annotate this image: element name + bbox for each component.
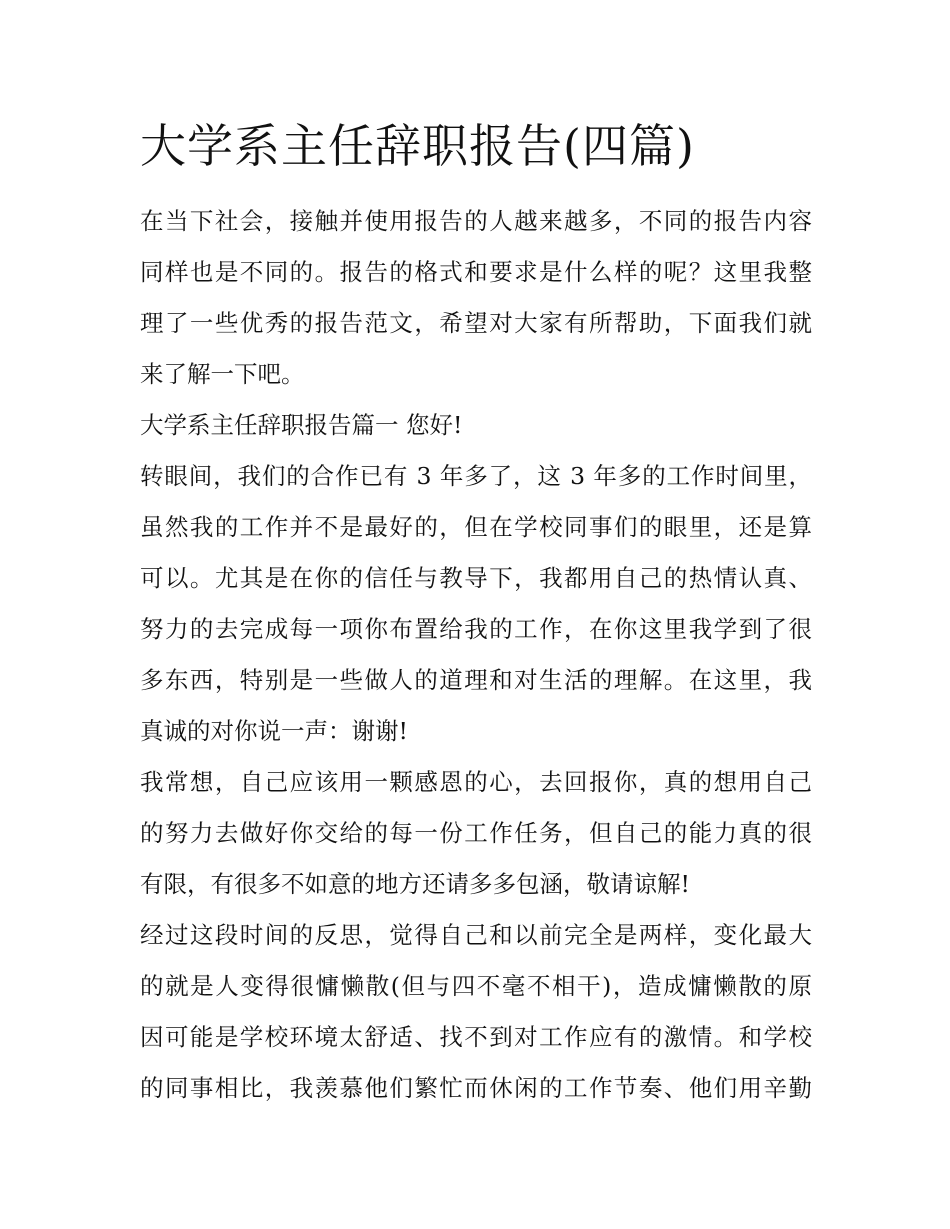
paragraph-line: 努力的去完成每一项你布置给我的工作，在你这里我学到了很 (140, 615, 812, 643)
document-body (140, 196, 812, 1114)
paragraph-line: 虽然我的工作并不是最好的，但在学校同事们的眼里，还是算 (140, 513, 812, 541)
paragraph-line: 在当下社会，接触并使用报告的人越来越多，不同的报告内容 (140, 207, 812, 235)
paragraph-line: 理了一些优秀的报告范文，希望对大家有所帮助，下面我们就 (140, 309, 812, 337)
paragraph-line: 的就是人变得很慵懒散(但与四不毫不相干)，造成慵懒散的原 (140, 972, 812, 1000)
paragraph-line: 的努力去做好你交给的每一份工作任务，但自己的能力真的很 (140, 819, 812, 847)
paragraph-line: 因可能是学校环境太舒适、找不到对工作应有的激情。和学校 (140, 1023, 812, 1051)
paragraph-line: 真诚的对你说一声：谢谢! (140, 717, 408, 745)
paragraph-line: 的同事相比，我羡慕他们繁忙而休闲的工作节奏、他们用辛勤 (140, 1074, 812, 1102)
paragraph-line: 可以。尤其是在你的信任与教导下，我都用自己的热情认真、 (140, 564, 812, 592)
section-heading-line: 大学系主任辞职报告篇一 您好! (140, 411, 463, 439)
document-title: 大学系主任辞职报告(四篇) (140, 119, 695, 173)
paragraph-line: 有限，有很多不如意的地方还请多多包涵，敬请谅解! (140, 870, 690, 898)
paragraph-line: 来了解一下吧。 (140, 360, 305, 388)
paragraph-line: 我常想，自己应该用一颗感恩的心，去回报你，真的想用自己 (140, 768, 812, 796)
paragraph-line: 同样也是不同的。报告的格式和要求是什么样的呢？这里我整 (140, 258, 812, 286)
paragraph-line: 多东西，特别是一些做人的道理和对生活的理解。在这里，我 (140, 666, 812, 694)
paragraph-line: 经过这段时间的反思，觉得自己和以前完全是两样，变化最大 (140, 921, 812, 949)
paragraph-line: 转眼间，我们的合作已有 3 年多了，这 3 年多的工作时间里， (140, 462, 812, 490)
